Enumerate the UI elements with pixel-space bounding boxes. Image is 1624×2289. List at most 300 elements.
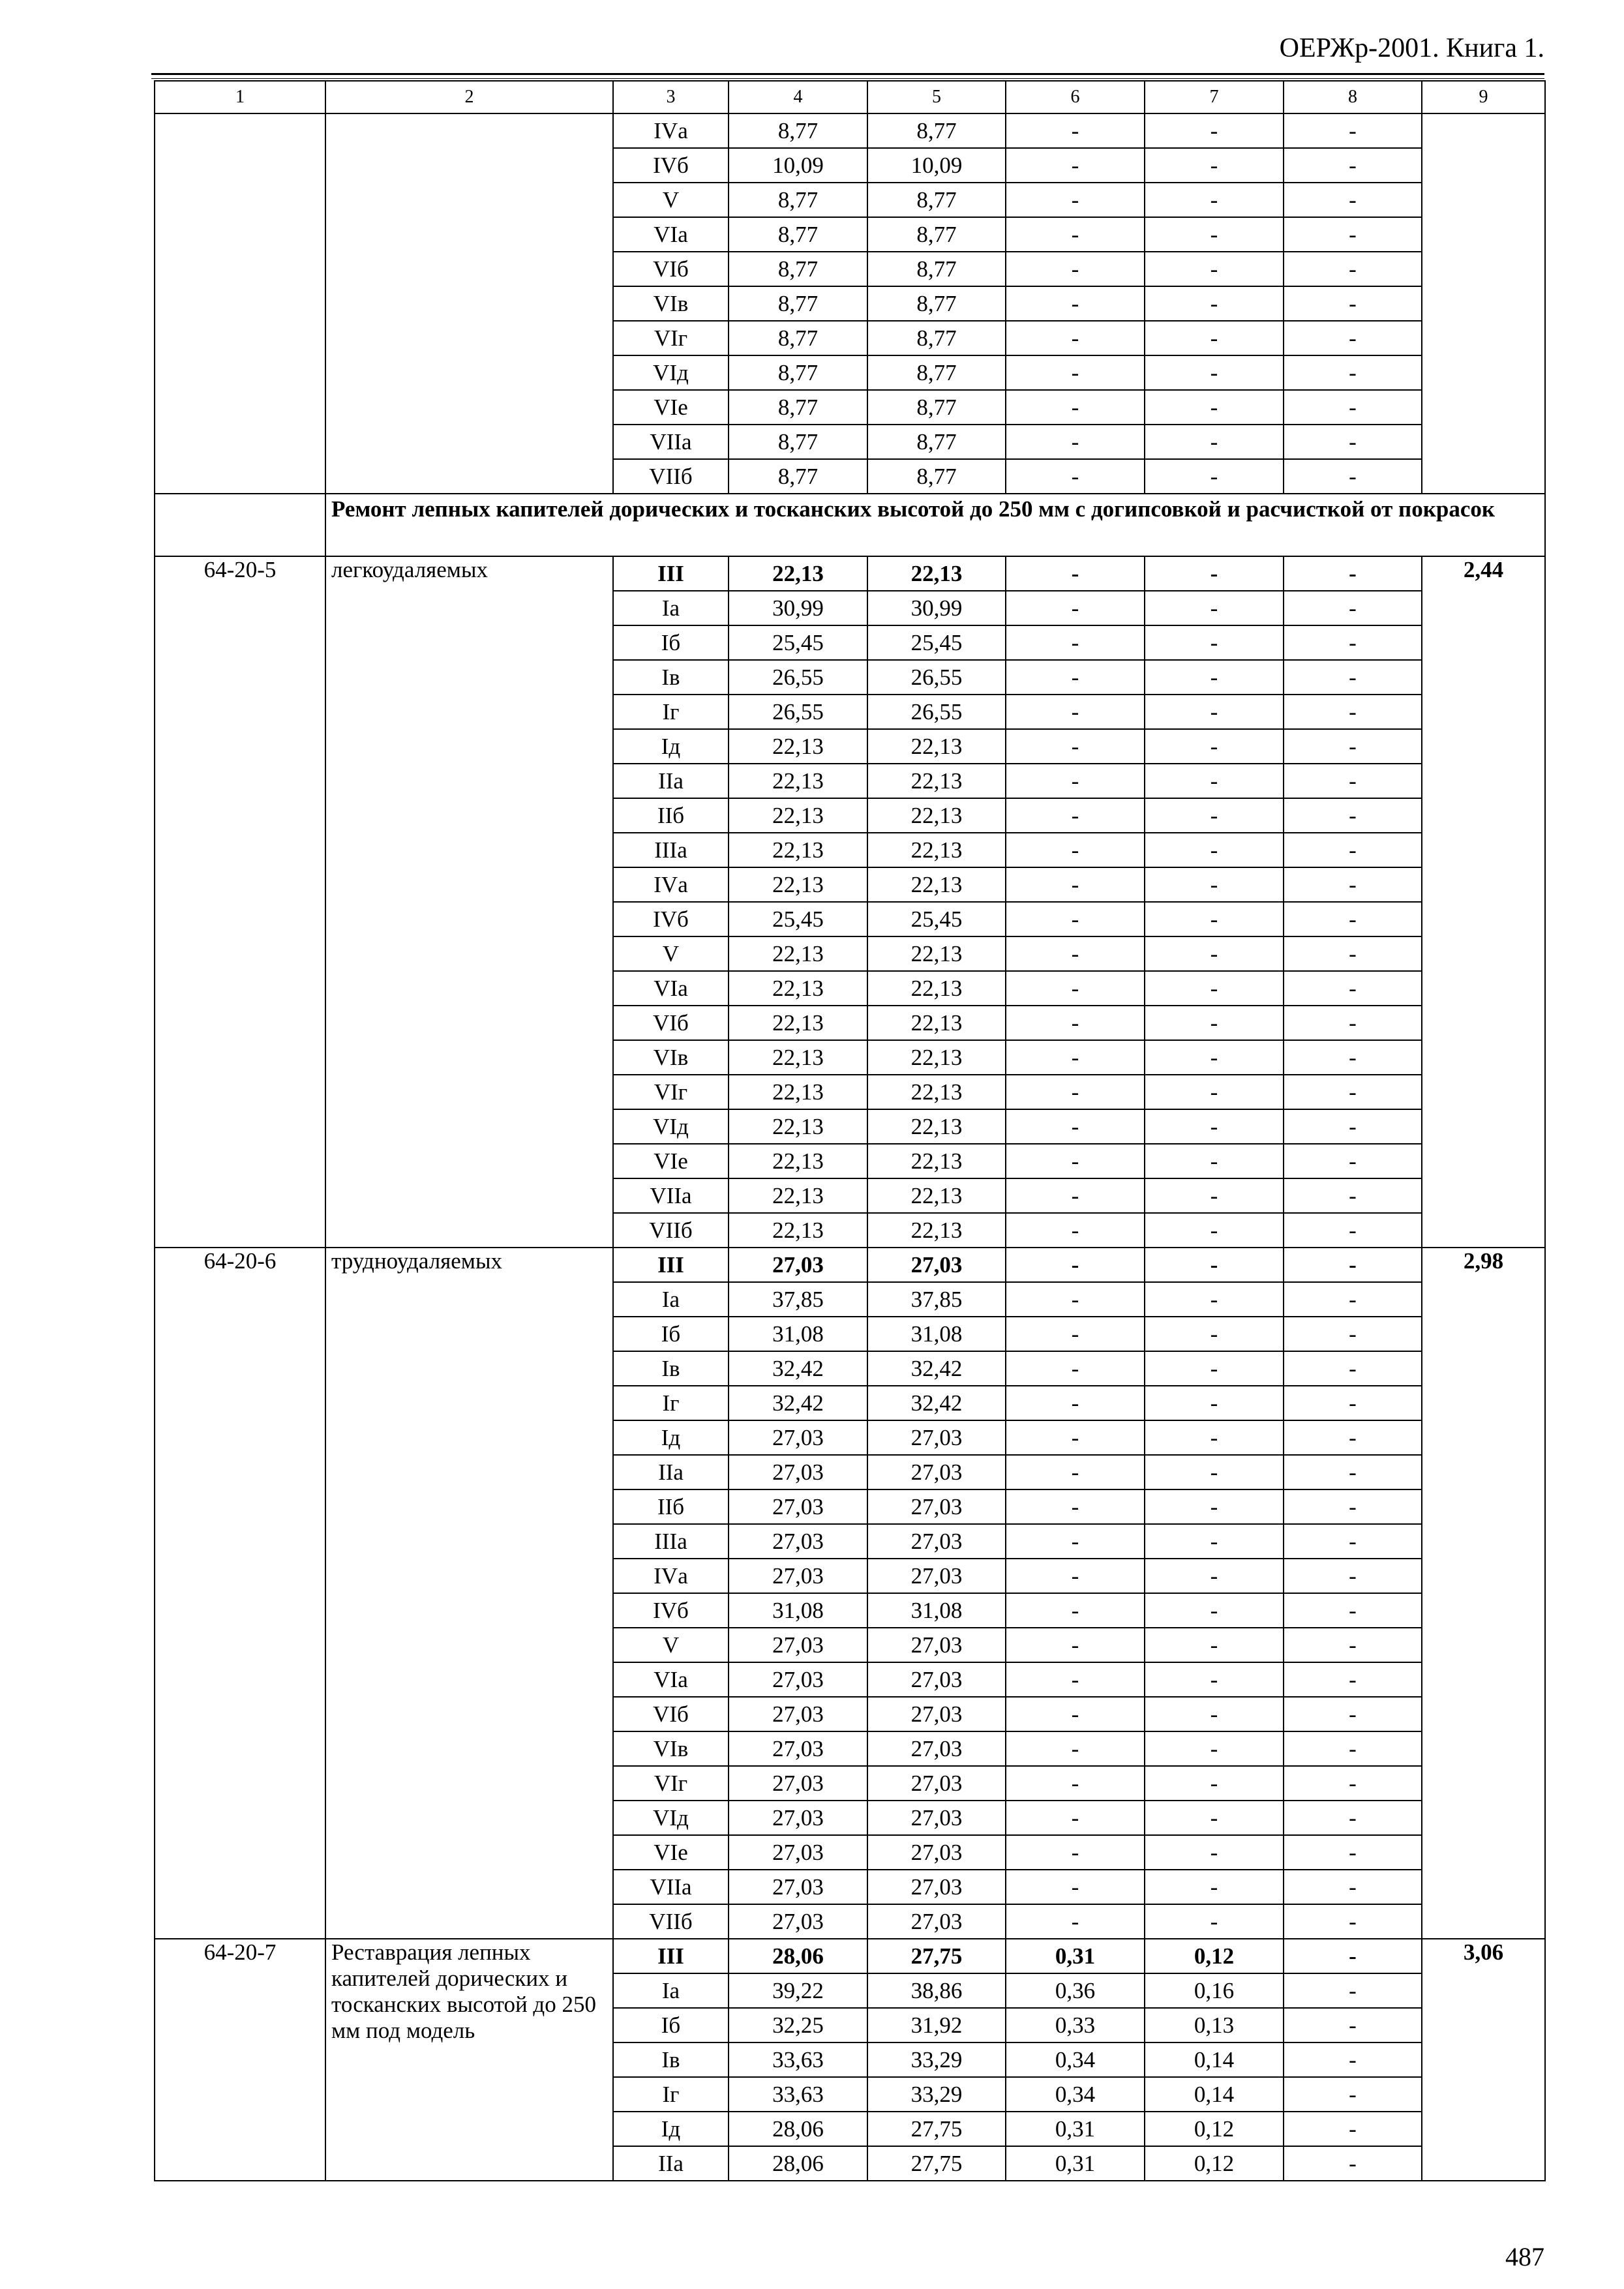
machine-cost-cell: - (1006, 148, 1145, 183)
zone-cell: Iб (613, 625, 729, 660)
material-cost-cell: - (1284, 556, 1422, 591)
material-cost-cell: - (1284, 1731, 1422, 1766)
driver-wage-cell: - (1145, 321, 1284, 355)
driver-wage-cell: - (1145, 660, 1284, 695)
driver-wage-cell: - (1145, 1248, 1284, 1282)
total-cost-cell: 8,77 (729, 113, 867, 148)
total-cost-cell: 22,13 (729, 867, 867, 902)
wage-cell: 27,03 (867, 1420, 1006, 1455)
wage-cell: 27,03 (867, 1870, 1006, 1904)
zone-cell: VIв (613, 1040, 729, 1075)
wage-cell: 22,13 (867, 971, 1006, 1006)
zone-cell: VIб (613, 252, 729, 286)
zone-cell: VIIа (613, 425, 729, 459)
zone-cell: Iв (613, 660, 729, 695)
driver-wage-cell: - (1145, 183, 1284, 217)
material-cost-cell: - (1284, 1144, 1422, 1178)
zone-cell: III (613, 556, 729, 591)
zone-cell: Iд (613, 1420, 729, 1455)
driver-wage-cell: - (1145, 867, 1284, 902)
wage-cell: 37,85 (867, 1282, 1006, 1317)
material-cost-cell: - (1284, 1109, 1422, 1144)
material-cost-cell: - (1284, 1040, 1422, 1075)
machine-cost-cell: - (1006, 252, 1145, 286)
rates-table-body (155, 81, 1545, 2181)
material-cost-cell: - (1284, 660, 1422, 695)
labor-cost-cell (1422, 113, 1545, 494)
column-header-6: 6 (1006, 81, 1145, 113)
total-cost-cell: 27,03 (729, 1248, 867, 1282)
zone-cell: IIIа (613, 833, 729, 867)
driver-wage-cell: 0,14 (1145, 2042, 1284, 2077)
machine-cost-cell: 0,31 (1006, 2146, 1145, 2181)
zone-cell: VIб (613, 1006, 729, 1040)
material-cost-cell: - (1284, 729, 1422, 764)
machine-cost-cell: 0,33 (1006, 2008, 1145, 2042)
material-cost-cell: - (1284, 286, 1422, 321)
driver-wage-cell: - (1145, 1835, 1284, 1870)
driver-wage-cell: - (1145, 425, 1284, 459)
driver-wage-cell: - (1145, 902, 1284, 936)
machine-cost-cell: - (1006, 867, 1145, 902)
machine-cost-cell: - (1006, 971, 1145, 1006)
material-cost-cell: - (1284, 1420, 1422, 1455)
machine-cost-cell: - (1006, 1386, 1145, 1420)
machine-cost-cell: - (1006, 798, 1145, 833)
zone-cell: Iб (613, 1317, 729, 1351)
page-number: 487 (1505, 2242, 1544, 2271)
machine-cost-cell: - (1006, 1524, 1145, 1559)
zone-cell: V (613, 936, 729, 971)
total-cost-cell: 27,03 (729, 1489, 867, 1524)
machine-cost-cell: - (1006, 425, 1145, 459)
wage-cell: 8,77 (867, 321, 1006, 355)
zone-cell: VIе (613, 1144, 729, 1178)
zone-cell: Iб (613, 2008, 729, 2042)
total-cost-cell: 26,55 (729, 695, 867, 729)
zone-cell: IIа (613, 1455, 729, 1489)
material-cost-cell: - (1284, 1973, 1422, 2008)
total-cost-cell: 28,06 (729, 2112, 867, 2146)
zone-cell: VIв (613, 286, 729, 321)
column-header-5: 5 (867, 81, 1006, 113)
column-header-8: 8 (1284, 81, 1422, 113)
driver-wage-cell: 0,12 (1145, 2146, 1284, 2181)
wage-cell: 22,13 (867, 1178, 1006, 1213)
material-cost-cell: - (1284, 355, 1422, 390)
material-cost-cell: - (1284, 2077, 1422, 2112)
machine-cost-cell: - (1006, 1731, 1145, 1766)
machine-cost-cell: 0,34 (1006, 2042, 1145, 2077)
zone-cell: VIIб (613, 1213, 729, 1248)
total-cost-cell: 39,22 (729, 1973, 867, 2008)
driver-wage-cell: - (1145, 798, 1284, 833)
wage-cell: 33,29 (867, 2042, 1006, 2077)
zone-cell: IVб (613, 148, 729, 183)
driver-wage-cell: - (1145, 459, 1284, 494)
total-cost-cell: 32,42 (729, 1351, 867, 1386)
wage-cell: 22,13 (867, 729, 1006, 764)
wage-cell: 27,03 (867, 1559, 1006, 1593)
total-cost-cell: 22,13 (729, 1006, 867, 1040)
total-cost-cell: 27,03 (729, 1835, 867, 1870)
total-cost-cell: 22,13 (729, 936, 867, 971)
total-cost-cell: 22,13 (729, 764, 867, 798)
wage-cell: 8,77 (867, 425, 1006, 459)
machine-cost-cell: 0,34 (1006, 2077, 1145, 2112)
total-cost-cell: 31,08 (729, 1593, 867, 1628)
wage-cell: 8,77 (867, 390, 1006, 425)
driver-wage-cell: - (1145, 286, 1284, 321)
wage-cell: 22,13 (867, 1144, 1006, 1178)
total-cost-cell: 22,13 (729, 971, 867, 1006)
driver-wage-cell: - (1145, 1351, 1284, 1386)
total-cost-cell: 8,77 (729, 321, 867, 355)
zone-cell: Iг (613, 1386, 729, 1420)
total-cost-cell: 22,13 (729, 556, 867, 591)
material-cost-cell: - (1284, 936, 1422, 971)
total-cost-cell: 27,03 (729, 1731, 867, 1766)
total-cost-cell: 27,03 (729, 1697, 867, 1731)
material-cost-cell: - (1284, 833, 1422, 867)
driver-wage-cell: - (1145, 1870, 1284, 1904)
zone-cell: IIб (613, 798, 729, 833)
machine-cost-cell: - (1006, 183, 1145, 217)
material-cost-cell: - (1284, 1317, 1422, 1351)
machine-cost-cell: - (1006, 1628, 1145, 1662)
machine-cost-cell: - (1006, 286, 1145, 321)
wage-cell: 27,03 (867, 1835, 1006, 1870)
zone-cell: Iа (613, 1973, 729, 2008)
machine-cost-cell: - (1006, 1006, 1145, 1040)
wage-cell: 27,03 (867, 1455, 1006, 1489)
zone-cell: VIIб (613, 459, 729, 494)
driver-wage-cell: - (1145, 390, 1284, 425)
total-cost-cell: 22,13 (729, 1178, 867, 1213)
wage-cell: 8,77 (867, 355, 1006, 390)
wage-cell: 8,77 (867, 286, 1006, 321)
zone-cell: VIIб (613, 1904, 729, 1939)
zone-cell: VIв (613, 1731, 729, 1766)
wage-cell: 27,03 (867, 1697, 1006, 1731)
machine-cost-cell: - (1006, 1178, 1145, 1213)
wage-cell: 8,77 (867, 217, 1006, 252)
wage-cell: 22,13 (867, 1109, 1006, 1144)
column-header-9: 9 (1422, 81, 1545, 113)
material-cost-cell: - (1284, 1455, 1422, 1489)
material-cost-cell: - (1284, 1178, 1422, 1213)
machine-cost-cell: - (1006, 1593, 1145, 1628)
driver-wage-cell: - (1145, 1697, 1284, 1731)
total-cost-cell: 27,03 (729, 1801, 867, 1835)
zone-cell: VIд (613, 355, 729, 390)
machine-cost-cell: - (1006, 1697, 1145, 1731)
driver-wage-cell: - (1145, 1559, 1284, 1593)
zone-cell: III (613, 1248, 729, 1282)
driver-wage-cell: - (1145, 1801, 1284, 1835)
machine-cost-cell: - (1006, 459, 1145, 494)
material-cost-cell: - (1284, 625, 1422, 660)
machine-cost-cell: - (1006, 625, 1145, 660)
driver-wage-cell: - (1145, 113, 1284, 148)
wage-cell: 25,45 (867, 902, 1006, 936)
wage-cell: 22,13 (867, 1040, 1006, 1075)
wage-cell: 22,13 (867, 867, 1006, 902)
driver-wage-cell: 0,13 (1145, 2008, 1284, 2042)
driver-wage-cell: - (1145, 971, 1284, 1006)
zone-cell: VIб (613, 1697, 729, 1731)
driver-wage-cell: - (1145, 764, 1284, 798)
wage-cell: 22,13 (867, 1006, 1006, 1040)
zone-cell: Iд (613, 729, 729, 764)
column-header-7: 7 (1145, 81, 1284, 113)
driver-wage-cell: - (1145, 1317, 1284, 1351)
wage-cell: 27,03 (867, 1524, 1006, 1559)
zone-cell: VIа (613, 971, 729, 1006)
machine-cost-cell: - (1006, 355, 1145, 390)
material-cost-cell: - (1284, 1489, 1422, 1524)
wage-cell: 27,75 (867, 2112, 1006, 2146)
total-cost-cell: 8,77 (729, 252, 867, 286)
wage-cell: 22,13 (867, 764, 1006, 798)
total-cost-cell: 26,55 (729, 660, 867, 695)
column-header-3: 3 (613, 81, 729, 113)
total-cost-cell: 25,45 (729, 902, 867, 936)
material-cost-cell: - (1284, 252, 1422, 286)
material-cost-cell: - (1284, 1213, 1422, 1248)
total-cost-cell: 33,63 (729, 2042, 867, 2077)
total-cost-cell: 28,06 (729, 1939, 867, 1973)
total-cost-cell: 8,77 (729, 286, 867, 321)
total-cost-cell: 33,63 (729, 2077, 867, 2112)
wage-cell: 8,77 (867, 183, 1006, 217)
material-cost-cell: - (1284, 425, 1422, 459)
driver-wage-cell: - (1145, 556, 1284, 591)
column-number-row (155, 81, 1545, 113)
machine-cost-cell: 0,36 (1006, 1973, 1145, 2008)
wage-cell: 22,13 (867, 936, 1006, 971)
machine-cost-cell: - (1006, 1559, 1145, 1593)
rate-code: 64-20-7 (155, 1939, 325, 2181)
total-cost-cell: 22,13 (729, 1213, 867, 1248)
total-cost-cell: 37,85 (729, 1282, 867, 1317)
machine-cost-cell: - (1006, 1870, 1145, 1904)
wage-cell: 27,03 (867, 1801, 1006, 1835)
driver-wage-cell: - (1145, 729, 1284, 764)
table-row (155, 113, 1545, 148)
machine-cost-cell: - (1006, 1489, 1145, 1524)
zone-cell: IIб (613, 1489, 729, 1524)
driver-wage-cell: - (1145, 695, 1284, 729)
machine-cost-cell: 0,31 (1006, 1939, 1145, 1973)
page-header-title: ОЕРЖр-2001. Книга 1. (1279, 33, 1544, 63)
machine-cost-cell: 0,31 (1006, 2112, 1145, 2146)
machine-cost-cell: - (1006, 1455, 1145, 1489)
wage-cell: 22,13 (867, 833, 1006, 867)
zone-cell: IVб (613, 1593, 729, 1628)
total-cost-cell: 27,03 (729, 1420, 867, 1455)
machine-cost-cell: - (1006, 556, 1145, 591)
driver-wage-cell: - (1145, 1040, 1284, 1075)
wage-cell: 10,09 (867, 148, 1006, 183)
wage-cell: 27,03 (867, 1662, 1006, 1697)
total-cost-cell: 27,03 (729, 1524, 867, 1559)
material-cost-cell: - (1284, 1075, 1422, 1109)
wage-cell: 38,86 (867, 1973, 1006, 2008)
material-cost-cell: - (1284, 2008, 1422, 2042)
material-cost-cell: - (1284, 2042, 1422, 2077)
wage-cell: 33,29 (867, 2077, 1006, 2112)
driver-wage-cell: - (1145, 217, 1284, 252)
work-name: Реставрация лепных капителей дорических и тосканских высотой до 250 мм под модель (325, 1939, 613, 2181)
material-cost-cell: - (1284, 591, 1422, 625)
total-cost-cell: 27,03 (729, 1904, 867, 1939)
column-header-4: 4 (729, 81, 867, 113)
wage-cell: 27,03 (867, 1731, 1006, 1766)
driver-wage-cell: 0,12 (1145, 1939, 1284, 1973)
column-header-1: 1 (155, 81, 325, 113)
material-cost-cell: - (1284, 1248, 1422, 1282)
material-cost-cell: - (1284, 798, 1422, 833)
material-cost-cell: - (1284, 1904, 1422, 1939)
table-row (155, 556, 1545, 591)
machine-cost-cell: - (1006, 902, 1145, 936)
machine-cost-cell: - (1006, 1317, 1145, 1351)
driver-wage-cell: - (1145, 1420, 1284, 1455)
machine-cost-cell: - (1006, 1213, 1145, 1248)
driver-wage-cell: - (1145, 1178, 1284, 1213)
total-cost-cell: 22,13 (729, 1109, 867, 1144)
zone-cell: Iг (613, 2077, 729, 2112)
zone-cell: IIIа (613, 1524, 729, 1559)
driver-wage-cell: - (1145, 148, 1284, 183)
material-cost-cell: - (1284, 183, 1422, 217)
zone-cell: Iд (613, 2112, 729, 2146)
wage-cell: 31,08 (867, 1593, 1006, 1628)
total-cost-cell: 27,03 (729, 1766, 867, 1801)
material-cost-cell: - (1284, 1282, 1422, 1317)
zone-cell: Iв (613, 1351, 729, 1386)
total-cost-cell: 28,06 (729, 2146, 867, 2181)
material-cost-cell: - (1284, 971, 1422, 1006)
driver-wage-cell: - (1145, 1731, 1284, 1766)
table-row (155, 1939, 1545, 1973)
material-cost-cell: - (1284, 321, 1422, 355)
zone-cell: VIа (613, 1662, 729, 1697)
wage-cell: 26,55 (867, 695, 1006, 729)
material-cost-cell: - (1284, 390, 1422, 425)
wage-cell: 31,08 (867, 1317, 1006, 1351)
machine-cost-cell: - (1006, 1109, 1145, 1144)
total-cost-cell: 27,03 (729, 1628, 867, 1662)
machine-cost-cell: - (1006, 936, 1145, 971)
work-name: трудноудаляемых (325, 1248, 613, 1939)
total-cost-cell: 8,77 (729, 459, 867, 494)
material-cost-cell: - (1284, 1628, 1422, 1662)
zone-cell: VIд (613, 1109, 729, 1144)
zone-cell: IVб (613, 902, 729, 936)
zone-cell: Iв (613, 2042, 729, 2077)
driver-wage-cell: - (1145, 625, 1284, 660)
labor-cost-cell: 3,06 (1422, 1939, 1545, 2181)
driver-wage-cell: - (1145, 1006, 1284, 1040)
total-cost-cell: 30,99 (729, 591, 867, 625)
driver-wage-cell: - (1145, 1075, 1284, 1109)
material-cost-cell: - (1284, 1351, 1422, 1386)
wage-cell: 30,99 (867, 591, 1006, 625)
machine-cost-cell: - (1006, 1144, 1145, 1178)
wage-cell: 31,92 (867, 2008, 1006, 2042)
wage-cell: 27,03 (867, 1248, 1006, 1282)
zone-cell: VIг (613, 1075, 729, 1109)
machine-cost-cell: - (1006, 1075, 1145, 1109)
total-cost-cell: 22,13 (729, 1040, 867, 1075)
rate-code: 64-20-6 (155, 1248, 325, 1939)
zone-cell: IVа (613, 867, 729, 902)
total-cost-cell: 22,13 (729, 1144, 867, 1178)
material-cost-cell: - (1284, 1939, 1422, 1973)
rate-code (155, 113, 325, 494)
material-cost-cell: - (1284, 1006, 1422, 1040)
wage-cell: 22,13 (867, 556, 1006, 591)
material-cost-cell: - (1284, 1662, 1422, 1697)
driver-wage-cell: 0,12 (1145, 2112, 1284, 2146)
material-cost-cell: - (1284, 148, 1422, 183)
machine-cost-cell: - (1006, 1766, 1145, 1801)
machine-cost-cell: - (1006, 321, 1145, 355)
material-cost-cell: - (1284, 113, 1422, 148)
section-heading-row (155, 494, 1545, 556)
driver-wage-cell: - (1145, 833, 1284, 867)
driver-wage-cell: - (1145, 1282, 1284, 1317)
total-cost-cell: 8,77 (729, 217, 867, 252)
wage-cell: 26,55 (867, 660, 1006, 695)
material-cost-cell: - (1284, 1593, 1422, 1628)
total-cost-cell: 22,13 (729, 729, 867, 764)
driver-wage-cell: - (1145, 252, 1284, 286)
machine-cost-cell: - (1006, 1662, 1145, 1697)
rates-table (154, 80, 1546, 2181)
driver-wage-cell: - (1145, 1904, 1284, 1939)
zone-cell: IVа (613, 1559, 729, 1593)
wage-cell: 8,77 (867, 459, 1006, 494)
material-cost-cell: - (1284, 1870, 1422, 1904)
labor-cost-cell: 2,98 (1422, 1248, 1545, 1939)
zone-cell: Iа (613, 591, 729, 625)
driver-wage-cell: - (1145, 1766, 1284, 1801)
machine-cost-cell: - (1006, 390, 1145, 425)
zone-cell: VIIа (613, 1870, 729, 1904)
machine-cost-cell: - (1006, 1835, 1145, 1870)
total-cost-cell: 22,13 (729, 1075, 867, 1109)
section-heading: Ремонт лепных капителей дорических и тосканских высотой до 250 мм с догипсовкой и расчисткой от покрасок (325, 494, 1545, 556)
driver-wage-cell: - (1145, 1144, 1284, 1178)
wage-cell: 22,13 (867, 1075, 1006, 1109)
machine-cost-cell: - (1006, 764, 1145, 798)
total-cost-cell: 27,03 (729, 1662, 867, 1697)
wage-cell: 25,45 (867, 625, 1006, 660)
section-empty-cell (155, 494, 325, 556)
zone-cell: VIIа (613, 1178, 729, 1213)
zone-cell: VIг (613, 321, 729, 355)
machine-cost-cell: - (1006, 1420, 1145, 1455)
machine-cost-cell: - (1006, 217, 1145, 252)
driver-wage-cell: - (1145, 1455, 1284, 1489)
total-cost-cell: 10,09 (729, 148, 867, 183)
wage-cell: 27,03 (867, 1904, 1006, 1939)
material-cost-cell: - (1284, 2146, 1422, 2181)
driver-wage-cell: - (1145, 591, 1284, 625)
